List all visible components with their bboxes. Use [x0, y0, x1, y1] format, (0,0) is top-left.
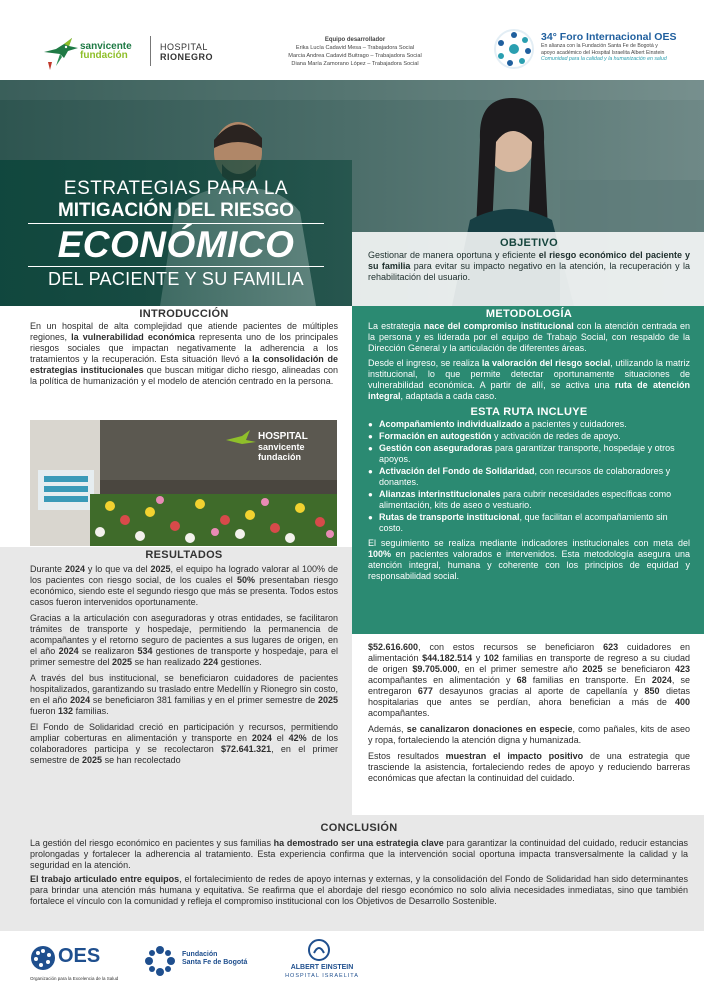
text-run: el — [271, 733, 289, 743]
logo-line1: sanvicente — [80, 41, 132, 52]
text-run: , el equipo ha logrado valorar al 100% de los pacientes con riesgo social, de los cuales el — [30, 564, 338, 585]
sign-line3: fundación — [258, 452, 301, 462]
text-run-bold: 102 — [483, 653, 499, 663]
text-run: , en el primer semestre de — [30, 744, 338, 765]
text-run-bold: Gestión con aseguradoras — [379, 443, 493, 453]
oes-logo — [30, 941, 120, 991]
text-run: de los colaboradores participa y se recolectaron — [30, 733, 338, 754]
text-run: Además, — [368, 724, 407, 734]
text-run: para garantizar la continuidad del cuidado, reducir estancias prolongadas y fortalecer la adherencia al tratamiento. Esta experiencia confirma que la intervención social oportuna impacta transversalmente la calidad y la seguridad en la atención. — [30, 838, 688, 870]
hospital-rionegro-label — [160, 42, 213, 62]
introduccion-heading: INTRODUCCIÓN — [139, 308, 229, 320]
resultados-continued — [352, 634, 704, 815]
text-run: acompañantes en alimentación y — [368, 675, 517, 685]
resultados2-p2 — [368, 724, 690, 746]
text-run-bold: $44.182.514 — [422, 653, 473, 663]
text-run: cuidadores en alimentación — [368, 642, 691, 663]
introduccion-text — [30, 321, 338, 387]
forum-line2: apoyo académico del Hospital Israelita Albert Einstein — [541, 49, 665, 56]
team-title: Equipo desarrollador — [324, 37, 386, 43]
text-run-bold: Alianzas interinstitucionales — [379, 489, 501, 499]
list-item — [368, 431, 690, 442]
route-list — [368, 419, 690, 534]
text-run: Durante — [30, 564, 65, 574]
text-run-bold: Formación en autogestión — [379, 431, 492, 441]
text-run: familias. — [73, 706, 109, 716]
text-run-bold: se canalizaron donaciones en especie — [406, 724, 573, 734]
text-run: a pacientes y cuidadores. — [522, 419, 627, 429]
text-run: familias en transporte de regreso a su ciudad de origen — [368, 653, 690, 674]
hospital-san-vicente-logo — [22, 28, 152, 76]
objetivo-text — [368, 250, 690, 283]
text-run: dietas hospitalarias que antes se perdían, ahora benefician a más de — [368, 686, 690, 707]
text-run-bold: la vulnerabilidad económica — [71, 332, 195, 342]
list-item — [368, 419, 690, 430]
text-run-bold: $52.616.600 — [368, 642, 419, 652]
text-run: se realizaron — [78, 646, 138, 656]
hospital-line1: HOSPITAL — [160, 42, 208, 52]
metodologia-p2 — [368, 358, 690, 402]
conclusion-p1 — [30, 838, 688, 871]
metodologia-p1 — [368, 321, 690, 354]
text-run-bold: $72.641.321 — [221, 744, 272, 754]
metodologia-p3 — [368, 538, 690, 582]
einstein-line1: ALBERT EINSTEIN — [290, 964, 354, 971]
team-credits — [250, 36, 460, 68]
text-run: , como pañales, kits de aseo y ropa, fortaleciendo la atención digna y humanizada. — [368, 724, 690, 745]
resultados-heading: RESULTADOS — [145, 549, 223, 561]
text-run-bold: 2025 — [82, 755, 103, 765]
text-run: Gestionar de manera oportuna y eficiente — [368, 250, 539, 260]
introduccion-section — [0, 306, 352, 418]
text-run: Estos resultados — [368, 751, 446, 761]
forum-line1: En alianza con la Fundación Santa Fe de Bogotá y — [541, 43, 658, 49]
team-member: Erika Lucía Cadavid Mesa – Trabajadora Social — [295, 45, 415, 51]
title-line1: ESTRATEGIAS PARA LA — [63, 178, 289, 199]
text-run-bold: El trabajo articulado entre equipos — [30, 874, 180, 884]
einstein-text — [272, 964, 372, 980]
lobby-sign — [258, 432, 308, 462]
fsfb-line2: Santa Fe de Bogotá — [182, 959, 248, 966]
list-item — [368, 489, 690, 511]
text-run: en pacientes valorados e intervenidos. Esta metodología asegura una atención integral, humana y coherente con los principios de equidad y responsabilidad social. — [368, 549, 690, 581]
text-run-bold: nace del compromiso institucional — [423, 321, 574, 331]
text-run-bold: 2024 — [251, 733, 272, 743]
text-run-bold: la consolidación de estrategias institucionales — [30, 354, 338, 375]
forum-slogan: Comunidad para la calidad y la humanización en salud — [541, 56, 667, 63]
text-run-bold: muestran el impacto positivo — [445, 751, 584, 761]
text-run-bold: 68 — [516, 675, 527, 685]
text-run: En un hospital de alta complejidad que atiende pacientes de múltiples regiones, — [30, 321, 338, 342]
text-run: Desde el ingreso, se realiza — [368, 358, 482, 368]
fsfb-line1: Fundación — [182, 951, 218, 958]
text-run-bold: Acompañamiento individualizado — [379, 419, 523, 429]
list-item — [368, 512, 690, 534]
conclusion-p2 — [30, 874, 688, 907]
fsfb-flower-icon — [142, 943, 178, 979]
text-run: La estrategia — [368, 321, 424, 331]
resultados-p3 — [30, 673, 338, 717]
objetivo-heading: OBJETIVO — [499, 237, 559, 249]
text-run-bold: Activación del Fondo de Solidaridad — [379, 466, 535, 476]
text-run-bold: 423 — [674, 664, 691, 674]
sponsor-footer — [0, 931, 704, 1006]
logo-divider — [150, 36, 151, 66]
text-run: A través del bus institucional, se beneficiaron cuidadores de pacientes hospitalizados, garantizando su traslado entre Medellín y Rionegro sin costo, en el año — [30, 673, 338, 705]
albert-einstein-logo — [272, 939, 372, 993]
text-run: se beneficiaron — [602, 664, 675, 674]
hummingbird-icon — [42, 32, 82, 70]
route-heading: ESTA RUTA INCLUYE — [470, 406, 588, 418]
text-run: desayunos gracias al aporte de capellanía y — [432, 686, 645, 696]
text-run: representa uno de los principales riesgos sociales que impactan negativamente la adherencia a los tratamientos y la recuperación. Esta situación llevó a — [30, 332, 338, 364]
hospital-lobby-photo — [30, 420, 337, 546]
text-run: La gestión del riesgo económico en pacientes y sus familias — [30, 838, 274, 848]
text-run: familias en transporte. En — [526, 675, 652, 685]
text-run-bold: ha demostrado ser una estrategia clave — [273, 838, 444, 848]
oes-ring-icon — [493, 28, 535, 70]
text-run: con la atención centrada en la persona y es liderada por el equipo de Trabajo Social, con respaldo de la Dirección General y la articulación de diferentes áreas. — [368, 321, 690, 353]
resultados-p4 — [30, 722, 338, 766]
text-run: , en el primer semestre año — [457, 664, 583, 674]
list-item — [368, 466, 690, 488]
fsfb-logo — [142, 941, 272, 991]
metodologia-section — [352, 306, 704, 634]
title-line4: DEL PACIENTE Y SU FAMILIA — [48, 269, 304, 289]
text-run-bold: ruta de atención integral — [368, 380, 690, 401]
text-run: y lo que va del — [84, 564, 151, 574]
text-run-bold: 2024 — [64, 564, 85, 574]
title-line2: MITIGACIÓN DEL RIESGO — [57, 200, 295, 221]
poster-title — [0, 178, 352, 290]
text-run: se beneficiaron 381 familias y en el primer semestre de — [90, 695, 318, 705]
conclusion-section — [0, 815, 704, 931]
text-run: gestiones de transporte y hospedaje, para el primer semestre del — [30, 646, 338, 667]
objetivo-section — [352, 232, 704, 306]
team-member: Diana María Zamorano López – Trabajadora Social — [291, 61, 419, 67]
logo-line2: fundación — [80, 50, 128, 61]
resultados2-p3 — [368, 751, 690, 784]
oes-subtitle: Organización para la Excelencia de la Salud — [30, 976, 119, 981]
text-run: y activación de redes de apoyo. — [491, 431, 621, 441]
text-run-bold: 677 — [417, 686, 433, 696]
text-run-bold: 100% — [368, 549, 392, 559]
text-run-bold: $9.705.000 — [412, 664, 458, 674]
metodologia-heading: METODOLOGÍA — [485, 308, 573, 320]
hospital-line2: RIONEGRO — [160, 52, 214, 62]
resultados-p2 — [30, 613, 338, 668]
text-run: , utilizando la matriz institucional, lo que permite detectar oportunamente situaciones de vulnerabilidad económica. A partir de allí, se activa una — [368, 358, 690, 390]
text-run-bold: 42% — [288, 733, 307, 743]
text-run: El seguimiento se realiza mediante indicadores institucionales con meta del — [368, 538, 690, 548]
text-run-bold: 534 — [137, 646, 153, 656]
text-run-bold: 2025 — [150, 564, 171, 574]
sign-line1: HOSPITAL — [258, 431, 308, 442]
text-run: se han realizado — [132, 657, 204, 667]
einstein-line2: HOSPITAL ISRAELITA — [285, 973, 359, 979]
text-run: gestiones. — [218, 657, 262, 667]
text-run: de una estrategia que trasciende la asistencia, fortaleciendo redes de apoyo y reduciendo barreras económicas que afectan la continuidad del cuidado. — [368, 751, 690, 783]
text-run: para garantizar transporte, hospedaje y otros apoyos. — [379, 443, 675, 464]
title-line3: ECONÓMICO — [57, 224, 295, 265]
text-run-bold: 50% — [237, 575, 256, 585]
text-run: y — [472, 653, 484, 663]
text-run: se han recolectado — [102, 755, 181, 765]
poster-header — [0, 0, 704, 80]
flower-bed — [90, 494, 337, 546]
forum-oes-badge — [493, 28, 693, 76]
text-run-bold: 2024 — [651, 675, 672, 685]
resultados-p1 — [30, 564, 338, 608]
text-run-bold: 2024 — [58, 646, 79, 656]
text-run: para evitar su impacto negativo en la atención, la recuperación y la rehabilitación del usuario. — [368, 261, 691, 282]
text-run-bold: el riesgo económico del paciente y su familia — [368, 250, 690, 271]
logo-wordmark — [80, 42, 132, 60]
resultados2-p1 — [368, 642, 690, 719]
text-run-bold: 2025 — [317, 695, 338, 705]
text-run: , que facilitan el acompañamiento sin costo. — [379, 512, 668, 533]
forum-text — [541, 31, 676, 63]
text-run-bold: 623 — [603, 642, 619, 652]
text-run-bold: 2025 — [582, 664, 603, 674]
text-run: Gracias a la articulación con aseguradoras y otras entidades, se facilitaron trámites de transporte y hospedaje, permitiendo la permanencia de acompañantes y el retorno seguro de pacientes a sus lugares de origen, en el año — [30, 613, 338, 656]
sign-line2: sanvicente — [258, 442, 305, 452]
text-run-bold: la valoración del riesgo social — [481, 358, 611, 368]
text-run: acompañantes. — [368, 708, 430, 718]
text-run: , el fortalecimiento de redes de apoyo internas y externas, y la consolidación del Fondo de Solidaridad han sido determinantes para brindar una atención más humana y equitativa. Se reafirma que el abordaje del riesgo económico no solo alivia necesidades inmediatas, sino que también fortalece el vínculo con la comunidad y refleja el compromiso institucional con los Objetivos de Desarrollo Sostenible. — [30, 874, 688, 906]
text-run-bold: 2025 — [112, 657, 133, 667]
text-run-bold: 850 — [644, 686, 660, 696]
text-run: , con estos recursos se beneficiaron — [418, 642, 604, 652]
resultados-section — [0, 547, 352, 815]
list-item — [368, 443, 690, 465]
text-run: para cubrir necesidades específicas como alimentación, kits de aseo o vestuario. — [379, 489, 672, 510]
oes-wordmark: OES — [58, 945, 101, 967]
text-run-bold: Rutas de transporte institucional — [379, 512, 520, 522]
text-run: El Fondo de Solidaridad creció en participación y recursos, permitiendo ampliar coberturas en alimentación y transporte en — [30, 722, 338, 743]
text-run-bold: 400 — [674, 697, 690, 707]
team-member: Marcia Andrea Cadavid Buitrago – Trabajadora Social — [288, 53, 422, 59]
text-run: que buscan mitigar dicho riesgo, alineadas con la política de humanización y el modelo de atención centrado en la persona. — [30, 365, 338, 386]
text-run: , adaptada a cada caso. — [400, 391, 497, 401]
text-run-bold: 132 — [58, 706, 74, 716]
text-run: , con recursos de colaboradores y donantes. — [379, 466, 671, 487]
einstein-emblem-icon — [308, 939, 330, 961]
oes-globe-icon — [30, 945, 56, 971]
text-run-bold: 224 — [203, 657, 219, 667]
text-run-bold: 2024 — [70, 695, 91, 705]
forum-title: 34° Foro Internacional OES — [541, 31, 677, 43]
text-run: fueron — [30, 706, 59, 716]
text-run: , se entregaron — [368, 675, 690, 696]
conclusion-heading: CONCLUSIÓN — [320, 822, 398, 834]
title-rule — [28, 266, 324, 267]
text-run: presentaban riesgo económico, siendo este el segundo riesgo que más se presenta. Todos estos casos fueron intervenidos oportunamente. — [30, 575, 338, 607]
fsfb-text — [182, 951, 247, 967]
